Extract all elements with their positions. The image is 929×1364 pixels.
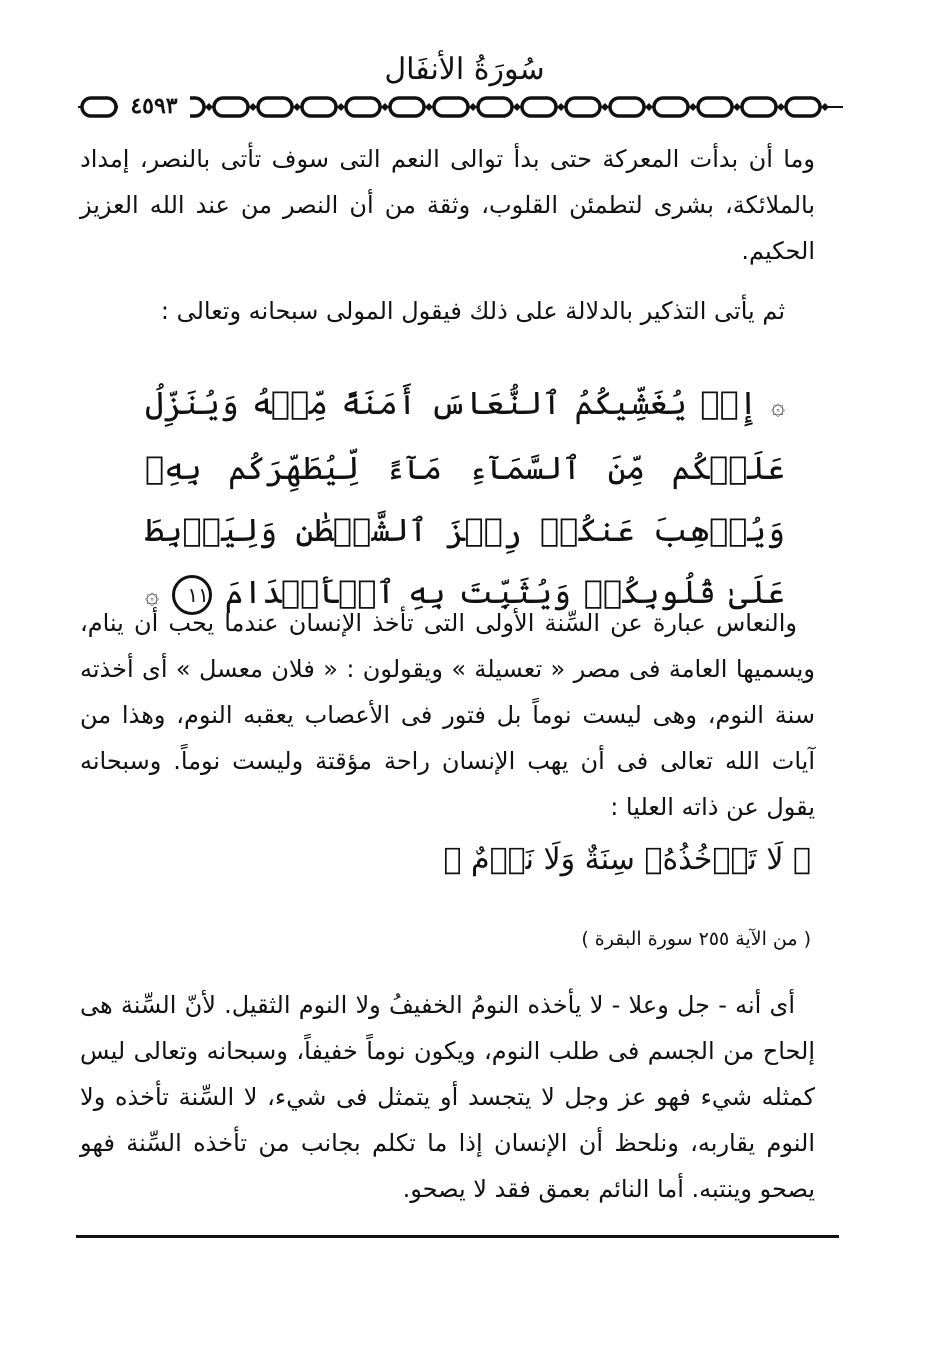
paragraph-2: ثم يأتى التذكير بالدلالة على ذلك فيقول المولى سبحانه وتعالى :: [160, 297, 785, 325]
ayah-number-badge: ١١: [172, 575, 212, 615]
short-verse: ﴿ لَا تَأۡخُذُهُۥ سِنَةٌ وَلَا نَوۡمٌ ﴾: [443, 842, 811, 877]
verse-text: إِذۡ يُغَشِّيكُمُ ٱلنُّعَاسَ أَمَنَةً مِّنۡهُ وَيُنَزِّلُ عَلَيۡكُم مِّنَ ٱلسَّمَآءِ مَآءً لِّيُطَهِّرَكُم بِهِۦ وَيُذۡهِبَ عَنكُمۡ رِجۡزَ ٱلشَّيۡطَٰنِ وَلِيَرۡبِطَ عَلَىٰ قُلُوبِكُمۡ وَيُثَبِّتَ بِهِ ٱلۡأَقۡدَامَ: [145, 384, 785, 611]
ornamental-header-band: [78, 95, 843, 119]
paragraph-1: وما أن بدأت المعركة حتى بدأ توالى النعم التى سوف تأتى بالنصر، إمداد بالملائكة، بشرى لتطمئن القلوب، وثقة من أن النصر من عند الله العزيز الحكيم.: [80, 145, 815, 265]
paragraph-4: أى أنه - جل وعلا - لا يأخذه النومُ الخفيفُ ولا النوم الثقيل. لأنّ السِّنة هى إلحاح من الجسم فى طلب النوم، ويكون نوماً خفيفاً، وسبحانه وتعالى ليس كمثله شيء فهو عز وجل لا يتجسد أو يتمثل فى شيء، لا السِّنة تأخذه ولا النوم يقاربه، ونلحظ أن الإنسان إذا ما تكلم بجانب من تأخذه السِّنة فهو يصحو وينتبه. أما النائم بعمق فقد لا يصحو.: [80, 991, 815, 1203]
quran-verse: [145, 372, 785, 626]
page-number: ٤٥٩٣: [118, 93, 190, 119]
verse-close-ornament-icon: ۞: [145, 581, 160, 609]
paragraph-3: والنعاس عبارة عن السِّنة الأولى التى تأخذ الإنسان عندما يحب أن ينام، ويسميها العامة فى مصر « تعسيلة » ويقولون : « فلان معسل » أى أخذته سنة النوم، وهى ليست نوماً بل فتور فى الأعصاب يعقبه النوم، وهذا من آيات الله تعالى فى أن يهب الإنسان راحة مؤقتة وليست نوماً. وسبحانه يقول عن ذاته العليا :: [80, 609, 815, 821]
ornament-chain-icon: [78, 95, 843, 119]
verse-reference: ( من الآية ٢٥٥ سورة البقرة ): [581, 928, 811, 950]
footer-divider: [76, 1235, 839, 1238]
verse-open-ornament-icon: ۞: [770, 392, 786, 420]
surah-title: سُورَةُ الأنفَال: [384, 52, 545, 87]
